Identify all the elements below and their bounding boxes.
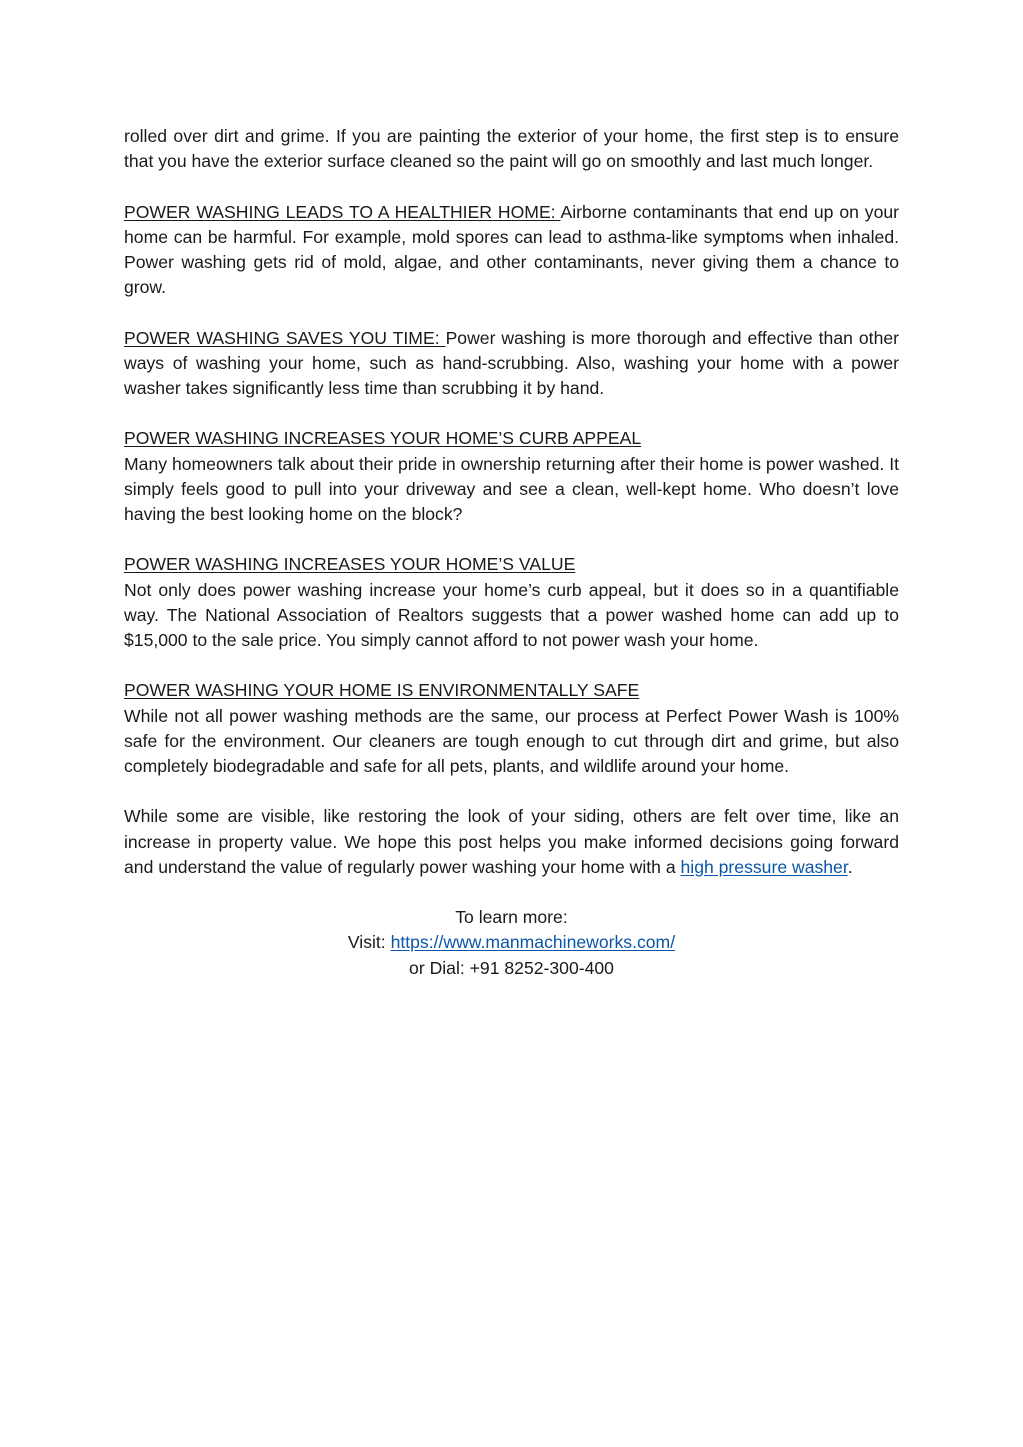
section-body: Power washing is more thorough and effective than other ways of washing your home, such as hand-scrubbing. Also, washing your home with a power washer takes significantly less time than scrubbing it by hand. — [124, 327, 899, 398]
section-healthier-home — [124, 200, 899, 301]
learn-more-line: To learn more: — [455, 907, 568, 928]
intro-text: rolled over dirt and grime. If you are painting the exterior of your home, the first step is to ensure that you have the exterior surface cleaned so the paint will go on smoothly and last much longer. — [124, 126, 899, 172]
visit-label: Visit: — [347, 932, 391, 953]
intro-paragraph — [124, 124, 899, 174]
section-body: Airborne contaminants that end up on your home can be harmful. For example, mold spores can lead to asthma-like symptoms when inhaled. Power washing gets rid of mold, algae, and other contaminants, never giving them a chance to grow. — [124, 201, 899, 298]
closing-paragraph — [124, 804, 899, 880]
contact-block — [124, 905, 899, 981]
dial-line: or Dial: +91 8252-300-400 — [409, 957, 614, 978]
section-heading: POWER WASHING INCREASES YOUR HOME’S CURB APPEAL — [124, 428, 642, 449]
section-curb-appeal — [124, 426, 899, 527]
section-body: Not only does power washing increase your home’s curb appeal, but it does so in a quantifiable way. The National Association of Realtors suggests that a power washed home can add up to $15,000 to the sale price. You simply cannot afford to not power wash your home. — [124, 579, 899, 650]
section-body: While not all power washing methods are the same, our process at Perfect Power Wash is 100% safe for the environment. Our cleaners are tough enough to cut through dirt and grime, but also completely biodegradable and safe for all pets, plants, and wildlife around your home. — [124, 705, 899, 776]
closing-end: . — [847, 856, 853, 877]
section-heading: POWER WASHING INCREASES YOUR HOME’S VALUE — [124, 554, 576, 575]
document-page — [124, 124, 899, 981]
section-heading: POWER WASHING SAVES YOU TIME: — [124, 327, 446, 348]
closing-text: While some are visible, like restoring the look of your siding, others are felt over time, like an increase in property value. We hope this post helps you make informed decisions going forward and understand the value of regularly power washing your home with a — [124, 806, 899, 877]
section-environmentally-safe — [124, 678, 899, 779]
section-body: Many homeowners talk about their pride in ownership returning after their home is power washed. It simply feels good to pull into your driveway and see a clean, well-kept home. Who doesn’t love having the best looking home on the block? — [124, 453, 899, 524]
section-heading: POWER WASHING YOUR HOME IS ENVIRONMENTALLY SAFE — [124, 680, 640, 701]
high-pressure-washer-link[interactable]: high pressure washer — [680, 856, 848, 877]
website-link[interactable]: https://www.manmachineworks.com/ — [390, 932, 676, 953]
visit-line — [124, 930, 899, 955]
section-home-value — [124, 552, 899, 653]
section-heading: POWER WASHING LEADS TO A HEALTHIER HOME: — [124, 201, 561, 222]
section-saves-time — [124, 326, 899, 402]
